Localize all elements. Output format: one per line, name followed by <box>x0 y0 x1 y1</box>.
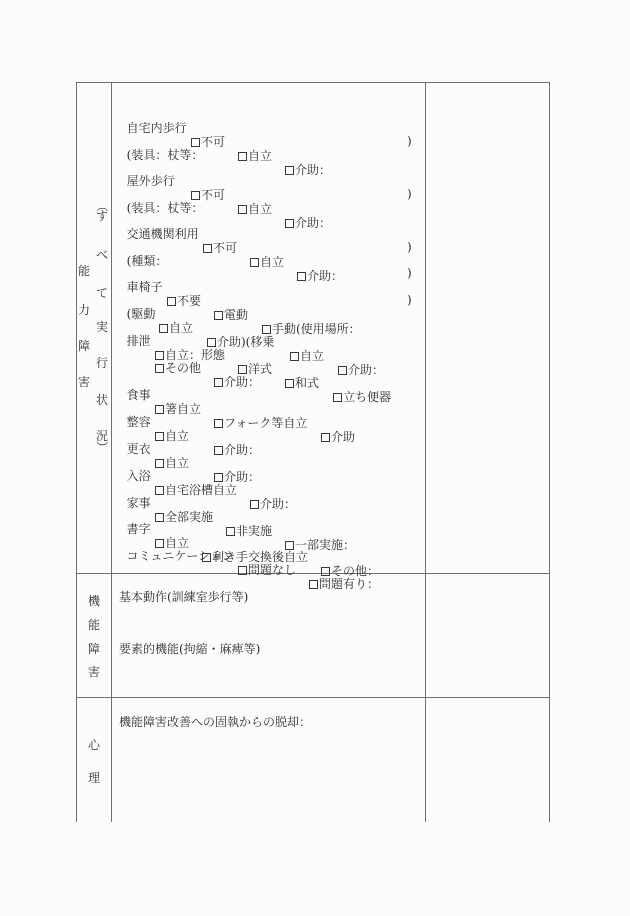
label-char: 能 <box>77 264 90 278</box>
field-label: (装具：杖等： <box>126 201 204 215</box>
close-paren: ) <box>407 187 412 201</box>
table-left-border <box>76 82 77 822</box>
checkbox-icon[interactable] <box>321 567 330 576</box>
checkbox-icon[interactable] <box>155 405 164 414</box>
checkbox-other[interactable]: その他： <box>321 564 379 578</box>
checkbox-independent-form[interactable]: 自立：形態 <box>155 348 225 362</box>
row-label: 排泄 <box>126 334 151 348</box>
label-char: 害 <box>87 665 100 679</box>
checkbox-icon[interactable] <box>203 244 212 253</box>
checkbox-independent[interactable]: 自立 <box>155 429 189 443</box>
checkbox-japanese[interactable]: 和式 <box>285 376 319 390</box>
checkbox-icon[interactable] <box>262 325 271 334</box>
label-char: 行 <box>95 356 108 370</box>
checkbox-icon[interactable] <box>285 219 294 228</box>
checkbox-not-needed[interactable]: 不要 <box>167 294 201 308</box>
checkbox-icon[interactable] <box>285 379 294 388</box>
checkbox-no-problem[interactable]: 問題なし <box>238 563 296 577</box>
row-home-walking-device <box>119 134 203 162</box>
checkbox-icon[interactable] <box>214 446 223 455</box>
checkbox-independent[interactable]: 自立 <box>155 536 189 550</box>
field-label: (種類： <box>126 254 168 268</box>
row-label: 更衣 <box>126 442 151 456</box>
checkbox-none[interactable]: 非実施 <box>226 524 272 538</box>
label-char: て <box>95 286 108 300</box>
checkbox-home-bathtub[interactable]: 自宅浴槽自立 <box>155 483 237 497</box>
row-label: 書字 <box>126 522 151 536</box>
label-char: 力 <box>77 303 90 317</box>
label-char: 実 <box>95 320 108 334</box>
checkbox-icon[interactable] <box>250 258 259 267</box>
checkbox-icon[interactable] <box>155 513 164 522</box>
elemental-function-label: 要素的機能(拘縮・麻痺等) <box>119 642 261 656</box>
checkbox-transfer-assist[interactable]: 介助： <box>338 363 384 377</box>
checkbox-icon[interactable] <box>155 432 164 441</box>
row-label: 食事 <box>126 388 151 402</box>
row-label: 入浴 <box>126 469 151 483</box>
checkbox-icon[interactable] <box>238 566 247 575</box>
checkbox-independent[interactable]: 自立 <box>238 202 272 216</box>
row-label: 屋外歩行 <box>126 174 175 188</box>
checkbox-hand-change[interactable]: 利き手交換後自立 <box>202 550 308 564</box>
row-label: 自宅内歩行 <box>126 121 187 135</box>
label-paren-close: ） <box>95 440 109 453</box>
checkbox-independent[interactable]: 自立 <box>155 456 189 470</box>
checkbox-icon[interactable] <box>214 378 223 387</box>
label-char: 況 <box>95 429 108 443</box>
checkbox-assist[interactable]: 介助： <box>214 470 260 484</box>
label-char: 心 <box>87 738 100 752</box>
checkbox-drive-independent[interactable]: 自立 <box>159 321 193 335</box>
label-column-divider <box>111 82 112 822</box>
checkbox-not-possible[interactable]: 不可 <box>191 135 225 149</box>
checkbox-icon[interactable] <box>290 352 299 361</box>
checkbox-icon[interactable] <box>214 473 223 482</box>
checkbox-assist[interactable]: 介助： <box>285 163 331 177</box>
checkbox-icon[interactable] <box>250 500 259 509</box>
checkbox-assist[interactable]: 介助 <box>321 430 355 444</box>
checkbox-icon[interactable] <box>238 152 247 161</box>
label-char: 能 <box>87 618 100 632</box>
checkbox-icon[interactable] <box>321 433 330 442</box>
label-paren-open: （ <box>95 199 109 212</box>
checkbox-transfer-independent[interactable]: 自立 <box>290 349 324 363</box>
checkbox-icon[interactable] <box>309 580 318 589</box>
checkbox-icon[interactable] <box>285 541 294 550</box>
checkbox-western[interactable]: 洋式 <box>238 362 272 376</box>
checkbox-assist[interactable]: 介助： <box>297 269 343 283</box>
checkbox-electric[interactable]: 電動 <box>214 308 248 322</box>
checkbox-icon[interactable] <box>238 205 247 214</box>
close-paren: ) <box>407 240 412 254</box>
checkbox-icon[interactable] <box>167 297 176 306</box>
checkbox-partial[interactable]: 一部実施： <box>285 538 355 552</box>
close-paren: ) <box>407 293 412 307</box>
field-label: (駆動 <box>126 307 156 321</box>
row-label: 家事 <box>126 496 151 510</box>
checkbox-assist[interactable]: 介助： <box>250 497 296 511</box>
row-transport-type <box>119 240 167 268</box>
row-label: 整容 <box>126 415 151 429</box>
checkbox-manual[interactable]: 手動(使用場所： <box>262 322 361 336</box>
label-char: 状 <box>95 393 108 407</box>
checkbox-icon[interactable] <box>207 338 216 347</box>
checkbox-icon[interactable] <box>333 393 342 402</box>
checkbox-icon[interactable] <box>159 324 168 333</box>
checkbox-assist[interactable]: 介助： <box>214 443 260 457</box>
label-char: す <box>95 209 108 223</box>
checkbox-independent[interactable]: 自立 <box>238 149 272 163</box>
close-paren: ) <box>407 266 412 280</box>
row-label: 車椅子 <box>126 280 163 294</box>
checkbox-other[interactable]: その他 <box>155 361 201 375</box>
label-char: 障 <box>77 339 90 353</box>
label-char: 害 <box>77 375 90 389</box>
checkbox-all[interactable]: 全部実施 <box>155 510 213 524</box>
label-char: 障 <box>87 642 100 656</box>
psychology-note-label: 機能障害改善への固執からの脱却： <box>119 715 312 729</box>
checkbox-icon[interactable] <box>285 166 294 175</box>
row-label: コミュニケーション <box>126 549 234 563</box>
checkbox-assist[interactable]: 介助： <box>214 375 260 389</box>
field-label: (装具：杖等： <box>126 148 204 162</box>
checkbox-icon[interactable] <box>214 419 223 428</box>
checkbox-icon[interactable] <box>155 364 164 373</box>
checkbox-drive-assist[interactable]: 介助)(移乗 <box>207 335 274 349</box>
checkbox-not-possible[interactable]: 不可 <box>203 241 237 255</box>
label-char: べ <box>95 248 108 262</box>
notes-column[interactable] <box>426 83 549 821</box>
row-outdoor-walking-device <box>119 187 203 215</box>
checkbox-icon[interactable] <box>155 486 164 495</box>
checkbox-icon[interactable] <box>155 351 164 360</box>
checkbox-icon[interactable] <box>214 311 223 320</box>
checkbox-has-problem[interactable]: 問題有り： <box>309 577 379 591</box>
basic-movement-label: 基本動作(訓練室歩行等) <box>119 590 249 604</box>
checkbox-icon[interactable] <box>155 459 164 468</box>
checkbox-chopsticks[interactable]: 箸自立 <box>155 402 201 416</box>
checkbox-assist[interactable]: 介助： <box>285 216 331 230</box>
checkbox-fork[interactable]: フォーク等自立 <box>214 416 307 430</box>
checkbox-not-possible[interactable]: 不可 <box>191 188 225 202</box>
label-char: 理 <box>87 771 100 785</box>
close-paren: ) <box>407 134 412 148</box>
label-char: 機 <box>87 594 100 608</box>
checkbox-icon[interactable] <box>238 365 247 374</box>
checkbox-urinal[interactable]: 立ち便器 <box>333 390 391 404</box>
row-label: 交通機関利用 <box>126 227 199 241</box>
checkbox-icon[interactable] <box>297 272 306 281</box>
checkbox-independent[interactable]: 自立 <box>250 255 284 269</box>
table-right-border <box>549 82 550 822</box>
checkbox-icon[interactable] <box>338 366 347 375</box>
